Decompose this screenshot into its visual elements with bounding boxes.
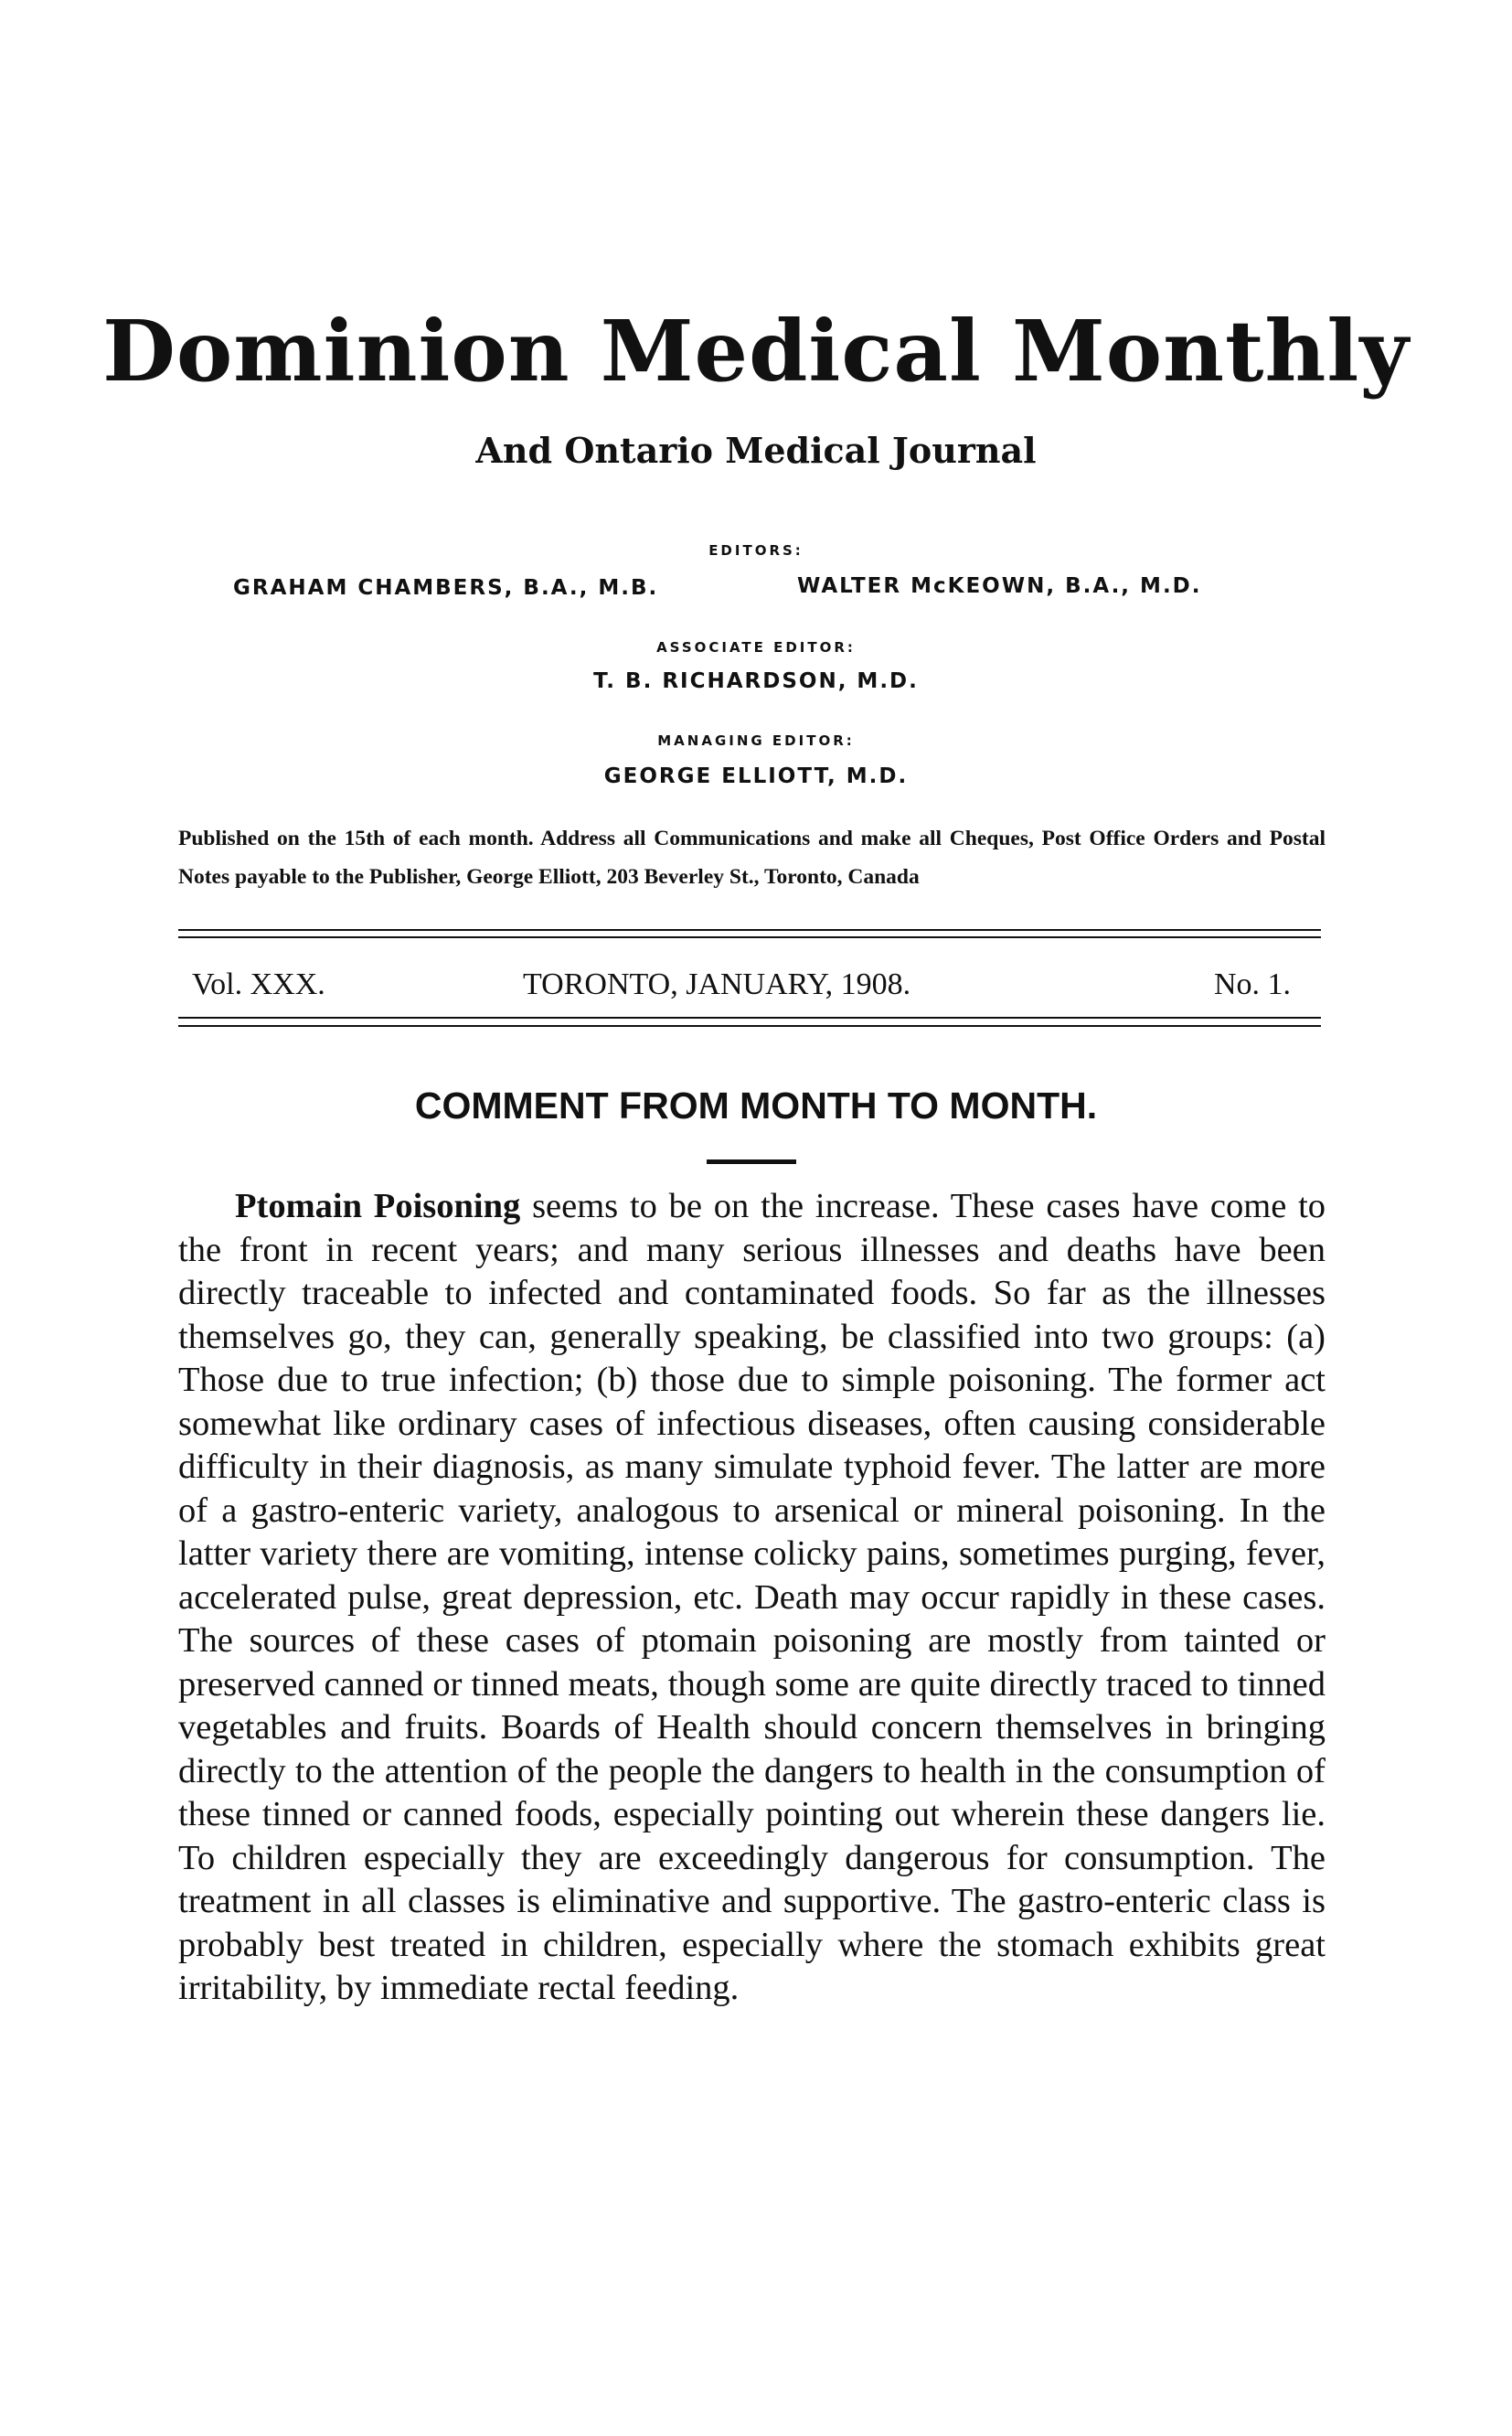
bottom-rule-2 [178, 1025, 1321, 1027]
journal-title: Dominion Medical Monthly [102, 302, 1410, 401]
publication-note: Published on the 15th of each month. Address all Communications and make all Cheques, Post Office Orders and Postal Notes payable to the Publisher, George Elliott, 203 Beverley St., Toronto, Canada [178, 827, 1326, 889]
editor-2-name: WALTER McKEOWN, B.A., M.D. [797, 574, 1202, 598]
heading-divider [707, 1159, 796, 1164]
top-rule-2 [178, 936, 1321, 938]
associate-editor-label: ASSOCIATE EDITOR: [656, 639, 856, 656]
editors-label: EDITORS: [708, 542, 804, 559]
associate-editor-name: T. B. RICHARDSON, M.D. [593, 669, 919, 693]
issue-place-date: TORONTO, JANUARY, 1908. [523, 967, 911, 1001]
volume-number: Vol. XXX. [192, 967, 325, 1001]
section-heading: COMMENT FROM MONTH TO MONTH. [414, 1084, 1098, 1127]
managing-editor-label: MANAGING EDITOR: [657, 732, 855, 749]
bottom-rule-1 [178, 1017, 1321, 1019]
managing-editor-name: GEORGE ELLIOTT, M.D. [603, 764, 909, 788]
article-body: seems to be on the increase. These cases have come to the front in recent years; and many serious illnesses and deaths have been directly traceable to infected and contaminated foods. So far as the illnesses themselves go, they can, generally speaking, be classified into two groups: (a) Those due to true infection; (b) those due to simple poisoning. The former act somewhat like ordinary cases of infectious diseases, often causing considerable difficulty in their diagnosis, as many simulate typhoid fever. The latter are more of a gastro-enteric variety, analogous to arsenical or mineral poisoning. In the latter variety there are vomiting, intense colicky pains, sometimes purging, fever, accelerated pulse, great depression, etc. Death may occur rapidly in these cases. The sources of these cases of ptomain poisoning are mostly from tainted or preserved canned or tinned meats, though some are quite directly traced to tinned vegetables and fruits. Boards of Health should concern themselves in bringing directly to the attention of the people the dangers to health in the consumption of these tinned or canned foods, especially pointing out wherein these dangers lie. To children especially they are exceedingly dangerous for consumption. The treatment in all classes is eliminative and supportive. The gastro-enteric class is probably best treated in children, especially where the stomach exhibits great irritability, by immediate rectal feeding. [178, 1187, 1326, 2007]
journal-subtitle: And Ontario Medical Journal [475, 430, 1037, 471]
article-lead: Ptomain Poisoning [235, 1187, 521, 1225]
editor-1-name: GRAHAM CHAMBERS, B.A., M.B. [233, 576, 659, 600]
top-rule-1 [178, 929, 1321, 931]
issue-number: No. 1. [1214, 967, 1292, 1001]
article-paragraph [178, 1185, 1326, 2011]
